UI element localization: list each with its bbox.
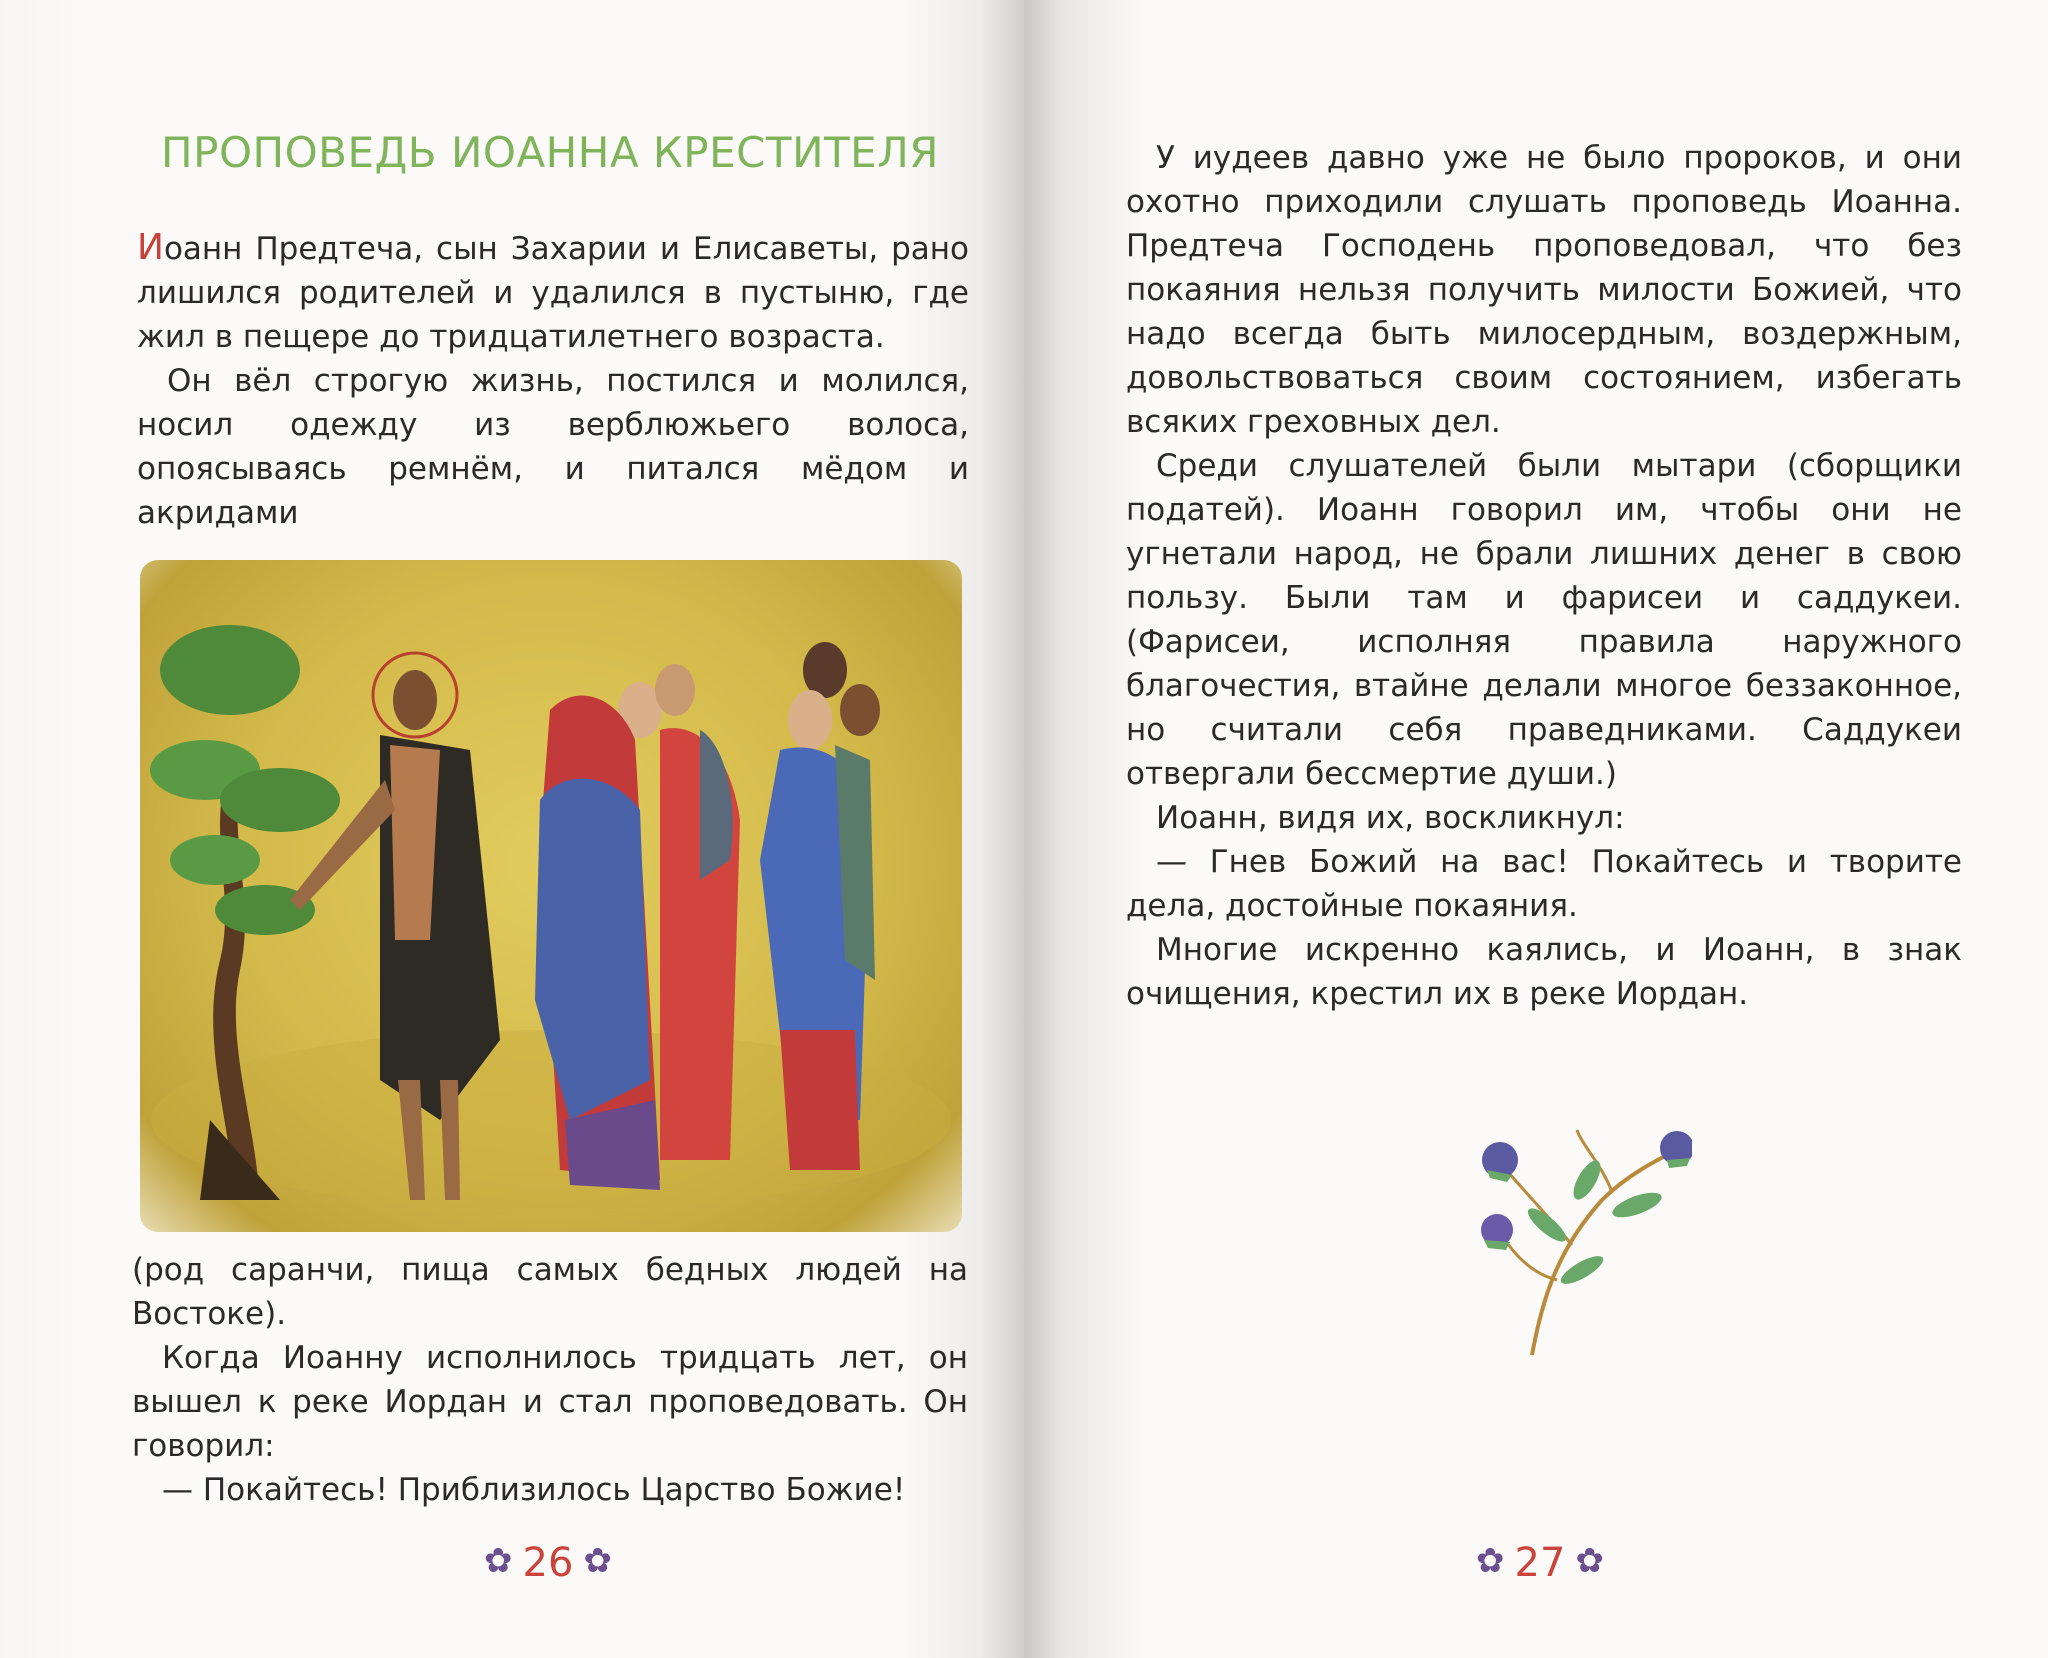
- paragraph: — Покайтесь! Приблизилось Царство Божие!: [162, 1472, 906, 1508]
- paragraph: Среди слушателей были мытари (сборщики податей). Иоанн говорил им, чтобы они не угнетали народ, не брали лишних денег в свою пользу. Были там и фарисеи и саддукеи. (Фарисеи, исполняя правила наружного благочестия, втайне делали многое беззаконное, но считали себя праведниками. Саддукеи отвергали бессмертие души.): [1126, 448, 1962, 792]
- flower-ornament-icon: ✿: [1476, 1541, 1505, 1581]
- flower-ornament-icon: ✿: [583, 1541, 612, 1581]
- paragraph: Иоанн, видя их, воскликнул:: [1156, 800, 1625, 836]
- left-text-top: [137, 226, 969, 535]
- icon-john-preaching-illustration: [140, 560, 962, 1232]
- flower-ornament-icon: ✿: [484, 1541, 513, 1581]
- page-number-left: [438, 1540, 658, 1586]
- page-number-right: [1430, 1540, 1650, 1586]
- paragraph: Иоанн Предтеча, сын Захарии и Елисаветы, рано лишился родителей и удалился в пустыню, где жил в пещере до тридцатилетнего возраста.: [137, 227, 969, 355]
- paragraph: Когда Иоанну исполнилось тридцать лет, он вышел к реке Иордан и стал проповедовать. Он говорил:: [132, 1340, 968, 1464]
- page-number: 26: [522, 1540, 574, 1586]
- right-page: [1024, 0, 2048, 1658]
- page-number: 27: [1514, 1540, 1566, 1586]
- paragraph: У иудеев давно уже не было пророков, и они охотно приходили слушать проповедь Иоанна. Предтеча Господень проповедовал, что без покаяния нельзя получить милости Божией, что надо всегда быть милосердным, воздержным, довольствоваться своим состоянием, избегать всяких греховных дел.: [1126, 140, 1962, 440]
- flower-ornament-icon: ✿: [1575, 1541, 1604, 1581]
- left-text-bottom: [132, 1248, 968, 1512]
- chapter-title: ПРОПОВЕДЬ ИОАННА КРЕСТИТЕЛЯ: [161, 128, 939, 177]
- paragraph: (род саранчи, пища самых бедных людей на Востоке).: [132, 1252, 968, 1332]
- paragraph: Он вёл строгую жизнь, постился и молился, носил одежду из верблюжьего волоса, опоясываясь ремнём, и питался мёдом и акридами: [137, 363, 969, 531]
- right-text: [1126, 136, 1962, 1016]
- paragraph: Многие искренно каялись, и Иоанн, в знак очищения, крестил их в реке Иордан.: [1126, 932, 1962, 1012]
- paragraph: — Гнев Божий на вас! Покайтесь и творите дела, достойные покаяния.: [1126, 844, 1962, 924]
- thistle-flower-icon: [1462, 1120, 1692, 1360]
